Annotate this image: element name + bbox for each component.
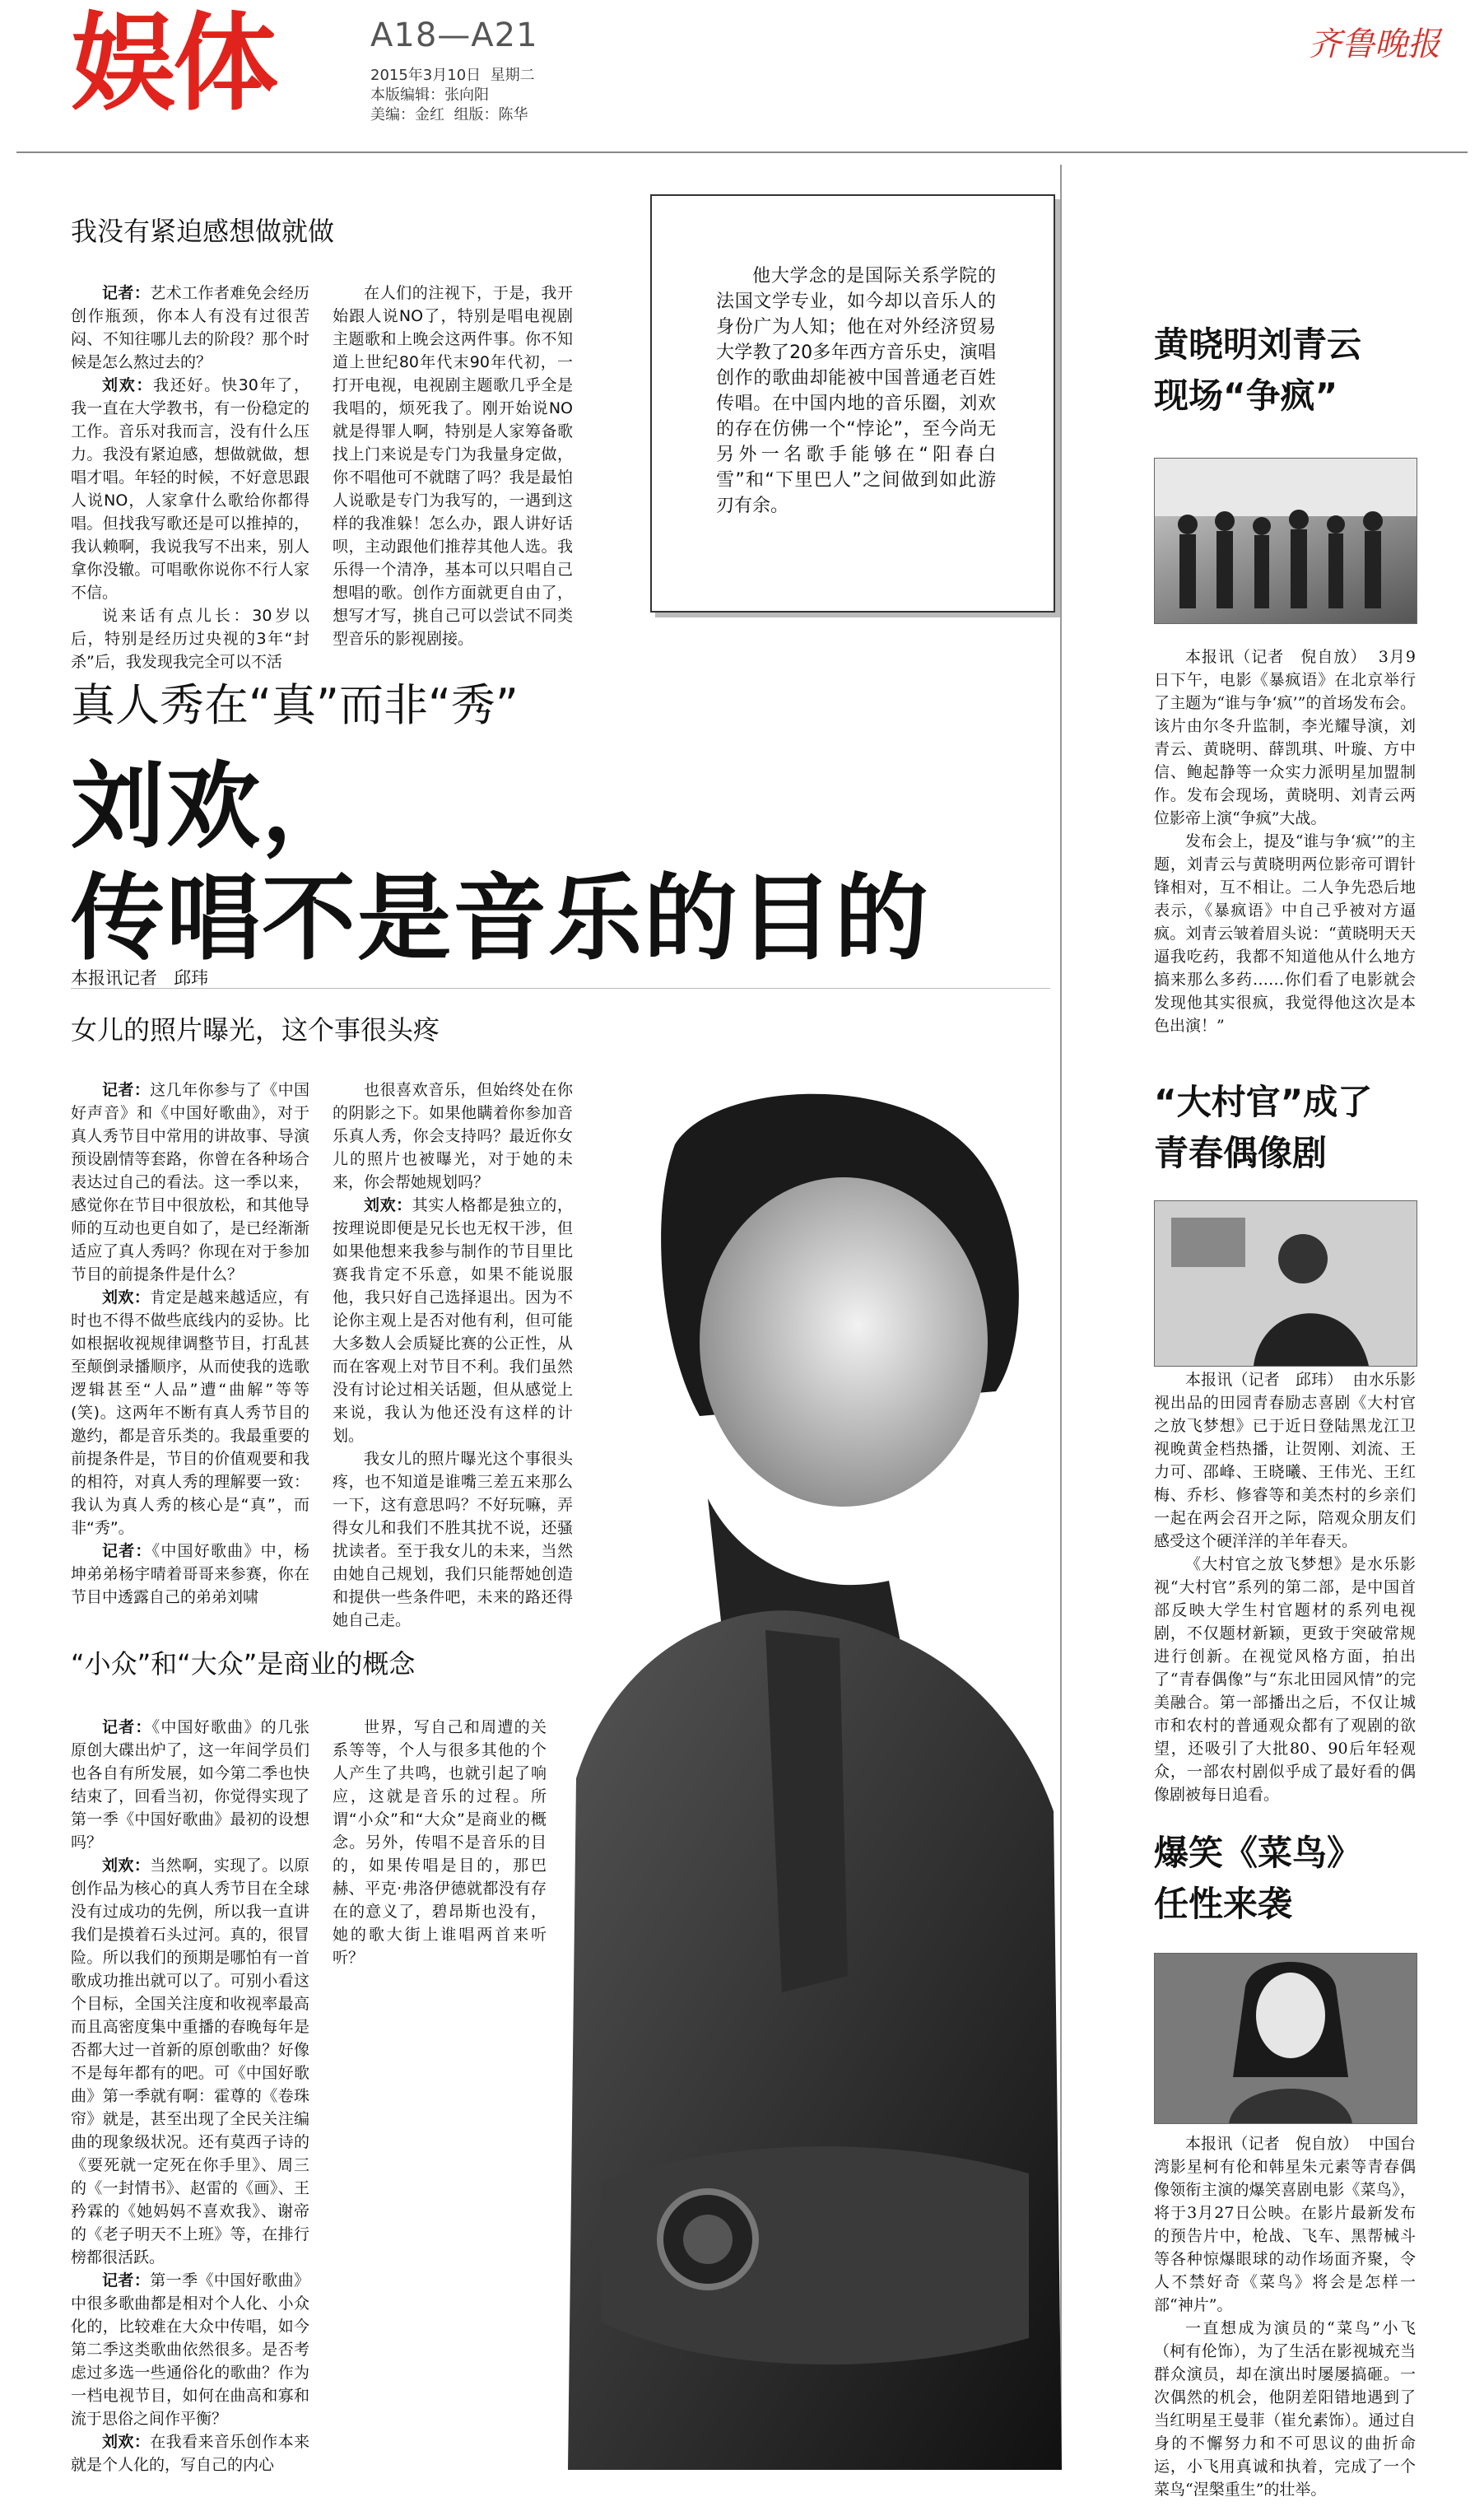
story-byline: 本报讯（记者 倪自放） bbox=[1185, 648, 1367, 666]
staff-credits bbox=[370, 104, 528, 127]
para-lead: 刘欢： bbox=[364, 1196, 412, 1214]
issue-weekday: 星期二 bbox=[490, 67, 535, 84]
actress-portrait-illustration bbox=[1155, 1954, 1417, 2123]
press-event-illustration bbox=[1155, 459, 1417, 623]
para-lead: 记者： bbox=[102, 1542, 152, 1560]
section2-col1 bbox=[71, 1078, 309, 1609]
para-text: 其实人格都是独立的，按理说即便是兄长也无权干涉，但如果他想来我参与制作的节目里比赛我肯定不乐意，如果不能说服他，我只好自己选择退出。因为不论你主观上是否对他有利，但可能大多数人会质疑比赛的公正性，从而在客观上对节目不利。我们虽然没有讨论过相关话题，但从感觉上来说，我认为他还没有这样的计划。 bbox=[333, 1196, 573, 1445]
section1-title: 我没有紧迫感想做就做 bbox=[71, 216, 335, 247]
headline-line2: 传唱不是音乐的目的 bbox=[71, 864, 931, 973]
section3-col2 bbox=[333, 1716, 547, 1969]
para-text: 一直想成为演员的“菜鸟”小飞（柯有伦饰），为了生活在影视城充当群众演员，却在演出时屡屡搞砸。一次偶然的机会，他阴差阳错地遇到了当红明星王曼菲（崔允素饰）。通过自身的不懈努力和不可思议的曲折命运，小飞用真诚和执着，完成了一个菜鸟“涅槃重生”的壮举。 bbox=[1154, 2319, 1416, 2499]
para-text: 说来话有点儿长：30岁以后，特别是经历过央视的3年“封杀”后，我发现我完全可以不活 bbox=[71, 607, 309, 671]
headline bbox=[71, 751, 930, 975]
kicker: 真人秀在“真”而非“秀” bbox=[71, 679, 519, 731]
film-poster-photo bbox=[1154, 1953, 1417, 2124]
para-lead: 刘欢： bbox=[102, 2433, 151, 2451]
title-line: 现场“争疯” bbox=[1154, 375, 1338, 416]
page-range: A18—A21 bbox=[370, 16, 538, 54]
para-lead: 记者： bbox=[102, 2271, 151, 2290]
para-text: 艺术工作者难免会经历创作瓶颈，你本人有没有过很苦闷、不知往哪儿去的阶段？那个时候是怎么熬过去的？ bbox=[71, 284, 309, 371]
sidebar-story2-body bbox=[1154, 1368, 1416, 1806]
sidebar-story3-body bbox=[1154, 2132, 1416, 2501]
title-line: 青春偶像剧 bbox=[1154, 1133, 1328, 1173]
para-lead: 刘欢： bbox=[102, 1288, 151, 1307]
title-line: 任性来袭 bbox=[1154, 1884, 1293, 1924]
para-lead: 记者： bbox=[102, 1081, 151, 1099]
section1-col1 bbox=[71, 282, 309, 673]
section2-title: 女儿的照片曝光，这个事很头疼 bbox=[71, 1014, 440, 1046]
para-text: 世界，写自己和周遭的关系等等，个人与很多其他的个人产生了共鸣，也就引起了响应，这就是音乐的过程。所谓“小众”和“大众”是商业的概念。另外，传唱不是音乐的目的，如果传唱是目的，那巴赫、平克·弗洛伊德就都没有存在的意义了，碧昂斯也没有，她的歌大街上谁唱两首来听听？ bbox=[333, 1718, 547, 1967]
story-byline: 本报讯（记者 邱玮） bbox=[1185, 1371, 1343, 1389]
para-text: 《大村官之放飞梦想》是水乐影视“大村官”系列的第二部，是中国首部反映大学生村官题材的系列电视剧，不仅题材新颖，更致于突破常规进行创新。在视觉风格方面，拍出了“青春偶像”与“东北田园风情”的完美融合。第一部播出之后，不仅让城市和农村的普通观众都有了观剧的欲望，还吸引了大批80、90后年轻观众，一部农村剧似乎成了最好看的偶像剧被每日追看。 bbox=[1154, 1555, 1416, 1804]
para-text: 这几年你参与了《中国好声音》和《中国好歌曲》，对于真人秀节目中常用的讲故事、导演预设剧情等套路，你曾在各种场合表达过自己的看法。这一季以来，感觉你在节目中很放松，和其他导师的互动也更自如了，是已经渐渐适应了真人秀吗？你现在对于参加节目的前提条件是什么？ bbox=[71, 1081, 309, 1283]
proof-credit: 组版：陈华 bbox=[454, 106, 528, 123]
para-text: 也很喜欢音乐，但始终处在你的阴影之下。如果他瞒着你参加音乐真人秀，你会支持吗？最近你女儿的照片也被曝光，对于她的未来，你会帮她规划吗？ bbox=[333, 1081, 573, 1191]
byline bbox=[71, 965, 208, 990]
portrait-illustration bbox=[568, 1070, 1062, 2470]
tv-drama-photo bbox=[1154, 1200, 1417, 1367]
para-text: 中国台湾影星柯有伦和韩星朱元素等青春偶像领衔主演的爆笑喜剧电影《菜鸟》，将于3月27日公映。在影片最新发布的预告片中，枪战、飞车、黑帮械斗等各种惊爆眼球的动作场面齐聚，令人不禁好奇《菜鸟》将会是怎样一部“神片”。 bbox=[1154, 2135, 1416, 2314]
para-lead: 记者： bbox=[102, 284, 151, 302]
para-text: 《中国好歌曲》的几张原创大碟出炉了，这一年间学员们也各自有所发展，如今第二季也快结束了，回看当初，你觉得实现了第一季《中国好歌曲》最初的设想吗？ bbox=[71, 1718, 309, 1852]
para-text: 我女儿的照片曝光这个事很头疼，也不知道是谁嘴三差五来那么一下，这有意思吗？不好玩嘛，弄得女儿和我们不胜其扰不说，还骚扰读者。至于我女儿的未来，当然由她自己规划，我们只能帮她创造和提供一些条件吧，未来的路还得她自己走。 bbox=[333, 1450, 573, 1629]
title-line: 黄晓明刘青云 bbox=[1154, 324, 1362, 365]
intro-text bbox=[716, 263, 996, 519]
para-text: 3月9日下午，电影《暴疯语》在北京举行了主题为“谁与争‘疯’”的首场发布会。该片由尔冬升监制，李光耀导演，刘青云、黄晓明、薛凯琪、叶璇、方中信、鲍起静等一众实力派明星加盟制作。发布会现场，黄晓明、刘青云两位影帝上演“争疯”大战。 bbox=[1154, 648, 1416, 827]
para-lead: 记者： bbox=[102, 1718, 152, 1736]
section2-col2 bbox=[333, 1078, 573, 1632]
byline-label: 本报讯记者 bbox=[71, 968, 157, 988]
para-lead: 刘欢： bbox=[102, 376, 154, 394]
para-text: 肯定是越来越适应，有时也不得不做些底线内的妥协。比如根据收视规律调整节目，打乱甚至颠倒录播顺序，从而使我的选歌逻辑甚至“人品”遭“曲解”等等(笑)。这两年不断有真人秀节目的邀约，都是音乐类的。我最重要的前提条件是，节目的价值观要和我的相符，对真人秀的理解要一致：我认为真人秀的核心是“真”，而非“秀”。 bbox=[71, 1288, 309, 1537]
newspaper-logo: 齐鲁晚报 bbox=[1309, 26, 1440, 63]
para-text: 发布会上，提及“谁与争‘疯’”的主题，刘青云与黄晓明两位影帝可谓针锋相对，互不相让。二人争先恐后地表示，《暴疯语》中自己乎被对方逼疯。刘青云皱着眉头说：“黄晓明天天逼我吃药，我都不知道他从什么地方搞来那么多药……你们看了电影就会发现他其实很疯，我觉得他这次是本色出演！” bbox=[1154, 832, 1416, 1035]
design-credit: 美编：金红 bbox=[370, 106, 444, 123]
section3-col1 bbox=[71, 1716, 309, 2476]
sidebar-story2-title bbox=[1154, 1077, 1372, 1179]
section-title: 娱体 bbox=[71, 2, 276, 125]
headline-rule bbox=[71, 988, 1050, 989]
sidebar-story1-body bbox=[1154, 645, 1416, 1037]
section1-col2 bbox=[333, 282, 573, 650]
film-press-photo bbox=[1154, 458, 1417, 624]
para-text: 在我看来音乐创作本来就是个人化的，写自己的内心 bbox=[71, 2433, 309, 2474]
issue-date: 2015年3月10日 bbox=[370, 67, 481, 84]
byline-name: 邱玮 bbox=[174, 968, 209, 988]
para-text: 在人们的注视下，于是，我开始跟人说NO了，特别是唱电视剧主题歌和上晚会这两件事。你不知道上世纪80年代末90年代初，一打开电视，电视剧主题歌几乎全是我唱的，烦死我了。刚开始说NO就是得罪人啊，特别是人家筹备歌找上门来说是专门为我量身定做，你不唱他可不就瞎了吗？我是最怕人说歌是专门为我写的，一遇到这样的我准躲！怎么办，跟人讲好话呗，主动跟他们推荐其他人选。我乐得一个清净，基本可以只唱自己想唱的歌。创作方面就更自由了，想写才写，挑自己可以尝试不同类型音乐的影视剧接。 bbox=[333, 284, 573, 648]
portrait-photo bbox=[568, 1070, 1062, 2470]
title-line: “大村官”成了 bbox=[1154, 1082, 1373, 1122]
masthead-rule bbox=[16, 151, 1468, 153]
para-text: 《中国好歌曲》中，杨坤弟弟杨宇晴着哥哥来参赛，你在节目中透露自己的弟弟刘啸 bbox=[71, 1542, 309, 1606]
para-lead: 刘欢： bbox=[102, 1856, 151, 1875]
para-text: 第一季《中国好歌曲》中很多歌曲都是相对个人化、小众化的，比较难在大众中传唱，如今第二季这类歌曲依然很多。是否考虑过多选一些通俗化的歌曲？作为一档电视节目，如何在曲高和寡和流于思俗之间作平衡？ bbox=[71, 2271, 309, 2428]
section3-title: “小众”和“大众”是商业的概念 bbox=[71, 1648, 416, 1679]
para-text: 由水乐影视出品的田园青春励志喜剧《大村官之放飞梦想》已于近日登陆黑龙江卫视晚黄金档热播，让贺刚、刘流、王力可、邵峰、王晓曦、王伟光、王红梅、乔杉、修睿等和美杰村的乡亲们一起在两会召开之际，陪观众朋友们感受这个硬洋洋的羊年春天。 bbox=[1154, 1371, 1416, 1550]
drama-still-illustration bbox=[1155, 1201, 1417, 1366]
title-line: 爆笑《菜鸟》 bbox=[1154, 1833, 1362, 1873]
editor-credit: 本版编辑：张向阳 bbox=[370, 86, 489, 104]
sidebar-story3-title bbox=[1154, 1828, 1361, 1930]
story-byline: 本报讯（记者 倪自放） bbox=[1185, 2135, 1359, 2153]
para-text: 当然啊，实现了。以原创作品为核心的真人秀节目在全球没有过成功的先例，所以我一直讲我们是摸着石头过河。真的，很冒险。所以我们的预期是哪怕有一首歌成功推出就可以了。可别小看这个目标，全国关注度和收视率最高而且高密度集中重播的春晚每年是否都大过一首新的原创歌曲？好像不是每年都有的吧。可《中国好歌曲》第一季就有啊：霍尊的《卷珠帘》就是，甚至出现了全民关注编曲的现象级状况。还有莫西子诗的《要死就一定死在你手里》、周三的《一封情书》、赵雷的《画》、王矜霖的《她妈妈不喜欢我》、谢帝的《老子明天不上班》等，在排行榜都很活跃。 bbox=[71, 1856, 309, 2266]
sidebar-story1-title bbox=[1154, 319, 1361, 422]
para-text: 我还好。快30年了，我一直在大学教书，有一份稳定的工作。音乐对我而言，没有什么压力。我没有紧迫感，想做就做，想唱才唱。年轻的时候，不好意思跟人说NO，人家拿什么歌给你都得唱。但找我写歌还是可以推掉的，我认赖啊，我说我写不出来，别人拿你没辙。可唱歌你说你不行人家不信。 bbox=[71, 376, 309, 602]
intro-paragraph: 他大学念的是国际关系学院的法国文学专业，如今却以音乐人的身份广为人知；他在对外经济贸易大学教了20多年西方音乐史，演唱创作的歌曲却能被中国普通老百姓传唱。在中国内地的音乐圈，刘欢的存在仿佛一个“悖论”，至今尚无另外一名歌手能够在“阳春白雪”和“下里巴人”之间做到如此游刃有余。 bbox=[716, 266, 996, 516]
headline-line1: 刘欢， bbox=[71, 752, 358, 861]
